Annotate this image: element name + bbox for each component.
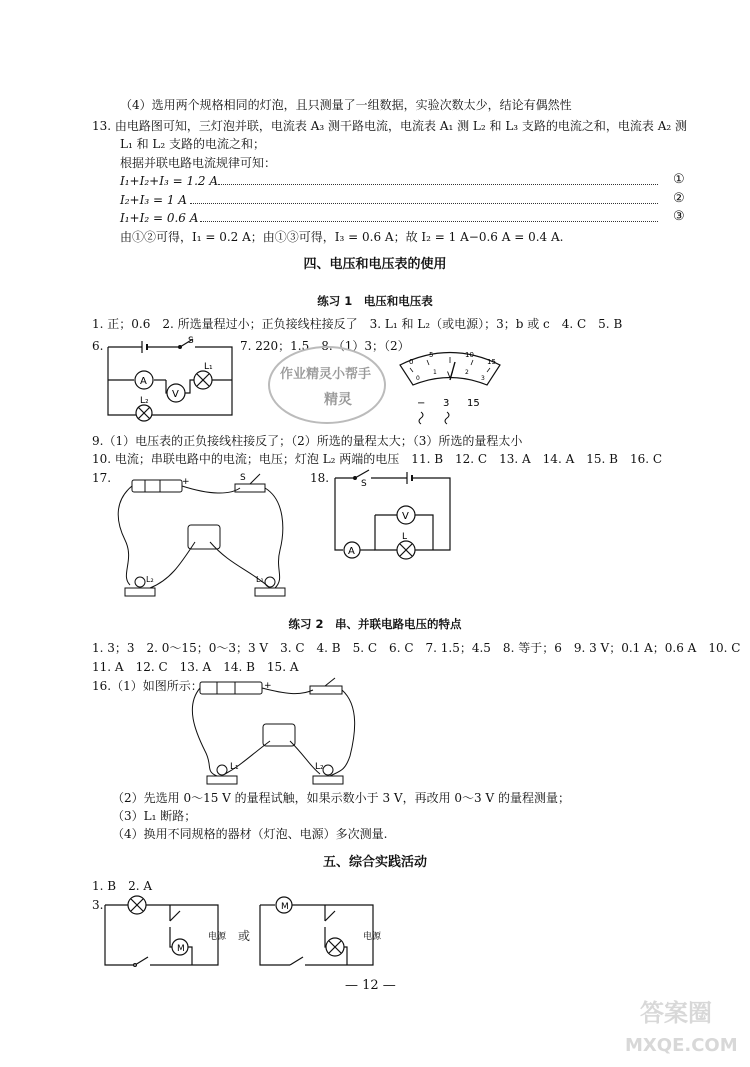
answer-line-13-cont: L₁ 和 L₂ 支路的电流之和； <box>120 137 266 151</box>
label-m: M <box>177 944 185 954</box>
dot-leader <box>200 221 658 222</box>
answer-line-13-result: 由①②可得，I₁ = 0.2 A；由①③可得，I₃ = 0.6 A；故 I₂ = 1 A−0.6 A = 0.4 A. <box>120 230 564 244</box>
dial-v-label: V <box>447 371 454 381</box>
equation-1-mark: ① <box>673 172 685 187</box>
label-m: M <box>281 902 289 912</box>
answers-16-3: （3）L₁ 断路； <box>112 809 197 823</box>
circuit-diagram-s5-q3-a <box>100 893 235 978</box>
label-source: 电源 <box>208 932 227 942</box>
label-s: S <box>188 336 194 346</box>
section-title-voltage: 四、电压和电压表的使用 <box>303 257 447 272</box>
wiring-diagram-q17 <box>110 470 300 605</box>
equation-2-mark: ② <box>673 191 685 206</box>
answers-s5-1-2: 1. B 2. A <box>92 879 153 893</box>
label-v: V <box>402 511 409 522</box>
exercise-2-title: 练习 2 串、并联电路电压的特点 <box>288 617 462 631</box>
scale-top-10: 10 <box>465 351 474 359</box>
plus-terminal: + <box>264 681 272 691</box>
label-l2: L₂ <box>315 762 324 772</box>
voltmeter-dial <box>395 340 505 420</box>
scale-bottom-3: 3 <box>481 375 485 382</box>
plus-terminal: + <box>182 477 190 487</box>
label-l2: L₂ <box>146 575 154 584</box>
watermark-logo: 答案圈 <box>640 999 712 1027</box>
equation-1: I₁+I₂+I₃ = 1.2 A <box>120 174 219 188</box>
dot-leader <box>218 184 658 185</box>
scale-top-15: 15 <box>487 358 496 366</box>
wiring-diagram-q16 <box>195 676 365 788</box>
label-l2: L₂ <box>140 396 149 406</box>
section-title-practice: 五、综合实践活动 <box>322 855 427 870</box>
question-18-label: 18. <box>310 471 330 485</box>
answers-7-8: 7. 220；1.5 8.（1）3；（2） <box>240 339 410 353</box>
scale-bottom-2: 2 <box>465 369 469 376</box>
label-l1: L₁ <box>204 362 213 372</box>
text-or: 或 <box>238 929 251 943</box>
exercise-1-title: 练习 1 电压和电压表 <box>317 294 433 308</box>
answers-11-15: 11. A 12. C 13. A 14. B 15. A <box>92 660 299 674</box>
label-a: A <box>348 546 355 557</box>
scale-bottom-0: 0 <box>416 375 420 382</box>
answers-9: 9.（1）电压表的正负接线柱接反了；（2）所选的量程太大；（3）所选的量程太小 <box>92 434 523 448</box>
page-number: — 12 — <box>345 978 396 993</box>
answers-1-5: 1. 正；0.6 2. 所选量程过小；正负接线柱接反了 3. L₁ 和 L₂（或电源）；3；b 或 c 4. C 5. B <box>92 317 623 331</box>
equation-2: I₂+I₃ = 1 A <box>120 193 187 207</box>
scale-top-5: 5 <box>429 351 434 359</box>
label-l1: L₁ <box>256 575 264 584</box>
label-source: 电源 <box>363 932 382 942</box>
answers-16-4: （4）换用不同规格的器材（灯泡、电源）多次测量. <box>112 827 388 841</box>
dot-leader <box>190 203 658 204</box>
label-l1: L₁ <box>230 762 239 772</box>
circuit-diagram-q18 <box>325 470 455 560</box>
answer-line-13-rule: 根据并联电路电流规律可知： <box>120 156 277 170</box>
label-s: S <box>361 479 367 489</box>
label-s: S <box>240 473 246 483</box>
stamp-image <box>262 340 392 430</box>
terminal-minus: − <box>417 398 426 409</box>
answer-line-13: 13. 由电路图可知，三灯泡并联，电流表 A₃ 测干路电流，电流表 A₁ 测 L₂ 和 L₃ 支路的电流之和，电流表 A₂ 测 <box>92 119 688 133</box>
equation-3-mark: ③ <box>673 209 685 224</box>
circuit-diagram-s5-q3-b <box>255 893 390 978</box>
scale-bottom-1: 1 <box>433 369 437 376</box>
circuit-diagram-q6 <box>100 335 250 425</box>
question-6-label: 6. <box>92 339 104 353</box>
answers-1-10: 1. 3；3 2. 0～15；0～3；3 V 3. C 4. B 5. C 6. C 7. 1.5；4.5 8. 等于；6 9. 3 V；0.1 A；0.6 A 10. C <box>92 641 741 655</box>
terminal-3: 3 <box>443 398 450 409</box>
answers-10-16: 10. 电流；串联电路中的电流；电压；灯泡 L₂ 两端的电压 11. B 12. C 13. A 14. A 15. B 16. C <box>92 452 663 466</box>
question-17-label: 17. <box>92 471 112 485</box>
answers-16-1: 16.（1）如图所示： <box>92 679 203 693</box>
question-s5-3-label: 3. <box>92 898 104 912</box>
answers-16-2: （2）先选用 0～15 V 的量程试触，如果示数小于 3 V，再改用 0～3 V 的量程测量； <box>112 791 570 805</box>
stamp-text-2: 精灵 <box>324 392 352 408</box>
label-a: A <box>140 376 147 387</box>
stamp-text-1: 作业精灵小帮手 <box>280 367 372 382</box>
label-v: V <box>172 389 179 400</box>
terminal-15: 15 <box>467 398 480 409</box>
answer-line-12-4: （4）选用两个规格相同的灯泡，且只测量了一组数据，实验次数太少，结论有偶然性 <box>120 98 572 112</box>
scale-top-0: 0 <box>409 358 414 366</box>
watermark-url: MXQE.COM <box>625 1035 738 1056</box>
label-l: L <box>402 532 408 542</box>
equation-3: I₁+I₂ = 0.6 A <box>120 211 199 225</box>
